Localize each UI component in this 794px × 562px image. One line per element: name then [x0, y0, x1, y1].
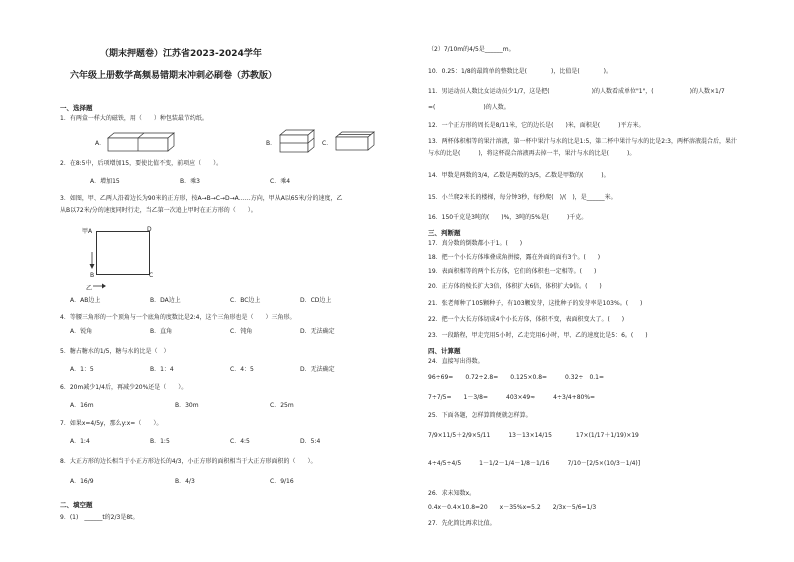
q6-option-b: B．30m [175, 402, 199, 409]
q4-option-c: C．钝角 [230, 328, 253, 335]
question-17: 17．真分数的倒数都小于1。( ) [428, 240, 523, 247]
question-18: 18．把一个小长方体堆叠成角拼接，露在外面的面有3个。( ) [428, 254, 601, 261]
question-26: 26．求未知数x。 [428, 490, 476, 497]
q8-option-b: B．4/3 [175, 478, 195, 485]
q7-option-b: B．1:5 [150, 438, 170, 445]
q2-option-a: A．增加15 [90, 178, 120, 185]
q3-option-d: D．CD边上 [300, 297, 332, 304]
q5-option-c: C．4：5 [230, 366, 254, 373]
q5-option-d: D．无法确定 [300, 366, 335, 373]
q3-option-b: B．DA边上 [150, 297, 181, 304]
q1-box-c [334, 130, 378, 152]
q25-row-1: 7/9×11/5＋2/9×5/11 13－13×14/15 17×(1/17＋1/19)×19 [428, 432, 639, 439]
q1-option-c: C． [322, 140, 333, 147]
question-25: 25．下面各题，怎样算简便就怎样算。 [428, 412, 532, 419]
right-arrow-icon [93, 283, 107, 289]
question-23: 23．一段路程，甲走完用5小时，乙走完用6小时，甲、乙的速度比是5：6。( ) [428, 332, 648, 339]
question-13: 13．两杯体积相等的果汁溶液，第一杯中果汁与水的比是1:5，第二杯中果汁与水的比是2:3，两杯溶液混合后，果汁 [428, 138, 737, 145]
question-14: 14．甲数是两数的3/4，乙数是两数的3/5，乙数是甲数的( )。 [428, 172, 610, 179]
question-12: 12．一个正方形的周长是8/11米，它的边长是( )米，面积是( )平方米。 [428, 122, 645, 129]
q8-option-a: A．16/9 [70, 478, 94, 485]
q25-row-2: 4÷4/5÷4/5 1－1/2－1/4－1/8－1/16 7/10－[2/5×(10/3－1/4)] [428, 460, 641, 467]
question-11-cont: =( )的人数。 [428, 104, 510, 111]
q3-label-yi: 乙 [86, 285, 93, 292]
question-2: 2．在8:5中，后项增加15，要使比值不变，前项应（ ）。 [60, 160, 223, 167]
q4-option-a: A．锐角 [70, 328, 93, 335]
q4-option-d: D．无法确定 [300, 328, 335, 335]
q3-square [96, 231, 150, 275]
question-7: 7．如果x=4/5y，那么y:x=（ ）。 [60, 420, 163, 427]
question-9: 9．(1) ______t的2/3是8t。 [60, 514, 139, 521]
question-19: 19．表面积相等的两个长方体，它们的体积也一定相等。( ) [428, 268, 597, 275]
q7-option-c: C．4:5 [230, 438, 250, 445]
question-24: 24．直接写出得数。 [428, 358, 484, 365]
question-10: 10．0.25：1/8的最简单的整数比是( )，比值是( )。 [428, 68, 613, 75]
q24-row-1: 96÷69= 0.72÷2.8= 0.125×0.8= 0.32÷ 0.1= [428, 374, 605, 381]
question-5: 5．糖占糖水的1/5，糖与水的比是（ ） [60, 348, 170, 355]
section-choice: 一、选择题 [60, 104, 93, 112]
q3-option-a: A．AB边上 [70, 297, 101, 304]
section-judge: 三、判断题 [428, 229, 461, 237]
section-fill: 二、填空题 [60, 501, 93, 509]
q7-option-d: D．5:4 [300, 438, 321, 445]
question-3: 3．如图，甲、乙两人沿着边长为90米的正方形，按A→B→C→D→A……方向，甲从A以65米/分的速度，乙 [60, 195, 343, 202]
q26-row: 0.4x－0.4×10.8=20 x－35%x=5.2 2/3x－5/6=1/3 [428, 504, 597, 511]
question-22: 22．把一个大长方体切成4个小长方体，体积不变，表面积变大了。( ) [428, 316, 625, 323]
q1-option-b: B． [266, 140, 277, 147]
q3-option-c: C．BC边上 [230, 297, 261, 304]
q1-box-a [106, 131, 178, 153]
question-20: 20．正方体的棱长扩大3倍，体积扩大6倍，体积扩大9倍。( ) [428, 283, 602, 290]
q3-label-b: B [90, 272, 95, 279]
title-line-1: （期末押题卷）江苏省2023-2024学年 [100, 49, 262, 59]
q8-option-c: C．9/16 [270, 478, 294, 485]
question-8: 8．大正方形的边长相当于小正方形边长的4/3，小正方形的面积相当于大正方形面积的（ ）。 [60, 458, 317, 465]
q3-label-d: D [147, 226, 152, 233]
q1-option-a: A． [95, 140, 106, 147]
question-4: 4．等腰三角形的一个顶角与一个底角的度数比是2:4，这个三角形也是（ ）三角形。 [60, 314, 296, 321]
question-1: 1．有两盒一样大的磁铁，用（ ）种包装最节约纸。 [60, 115, 208, 122]
q6-option-c: C．25m [270, 402, 294, 409]
q7-option-a: A．1:4 [70, 438, 90, 445]
question-13-cont: 与水的比是( )，将这杯混合溶液再去掉一半，果汁与水的比是( )。 [428, 150, 636, 157]
question-16: 16．150千克是3吨的( )%，3吨的5%是( )千克。 [428, 214, 588, 221]
question-9-2: （2）7/10m的4/5是______m。 [428, 46, 515, 53]
section-calc: 四、计算题 [428, 347, 461, 355]
question-15: 15．小兰爬2米长的楼梯，每分钟3秒，每秒爬( )/( )，是______米。 [428, 194, 617, 201]
question-21: 21．张老师种了105颗种子，有103颗发芽，这批种子的发芽率是103%。( ) [428, 300, 643, 307]
question-11: 11．男运动员人数比女运动员少1/7，这是把( )的人数看成单位"1"，( )的人数×1/7 [428, 88, 725, 95]
question-6: 6．20m减少1/4后，再减少20%还是（ ）。 [60, 384, 188, 391]
q3-label-a: 甲A [82, 228, 93, 235]
q2-option-c: C．乘4 [270, 178, 291, 185]
q6-option-a: A．16m [70, 402, 94, 409]
down-arrow-icon [89, 252, 95, 270]
title-line-2: 六年级上册数学高频易错期末冲刺必刷卷（苏教版） [70, 71, 278, 81]
q2-option-b: B．乘3 [180, 178, 200, 185]
q4-option-b: B．直角 [150, 328, 173, 335]
q3-label-c: C [149, 272, 154, 279]
question-3-cont: 从B以72米/分的速度同时行走，当乙第一次追上甲时在正方形的（ ）。 [60, 207, 257, 214]
q24-row-2: 7÷7/5= 1－3/8= 403×49≈ 4÷3/4+80%= [428, 394, 596, 401]
q5-option-a: A．1：5 [70, 366, 94, 373]
q5-option-b: B．1：4 [150, 366, 174, 373]
q1-box-b [278, 128, 318, 154]
question-27: 27．先化简比再求比值。 [428, 520, 496, 527]
